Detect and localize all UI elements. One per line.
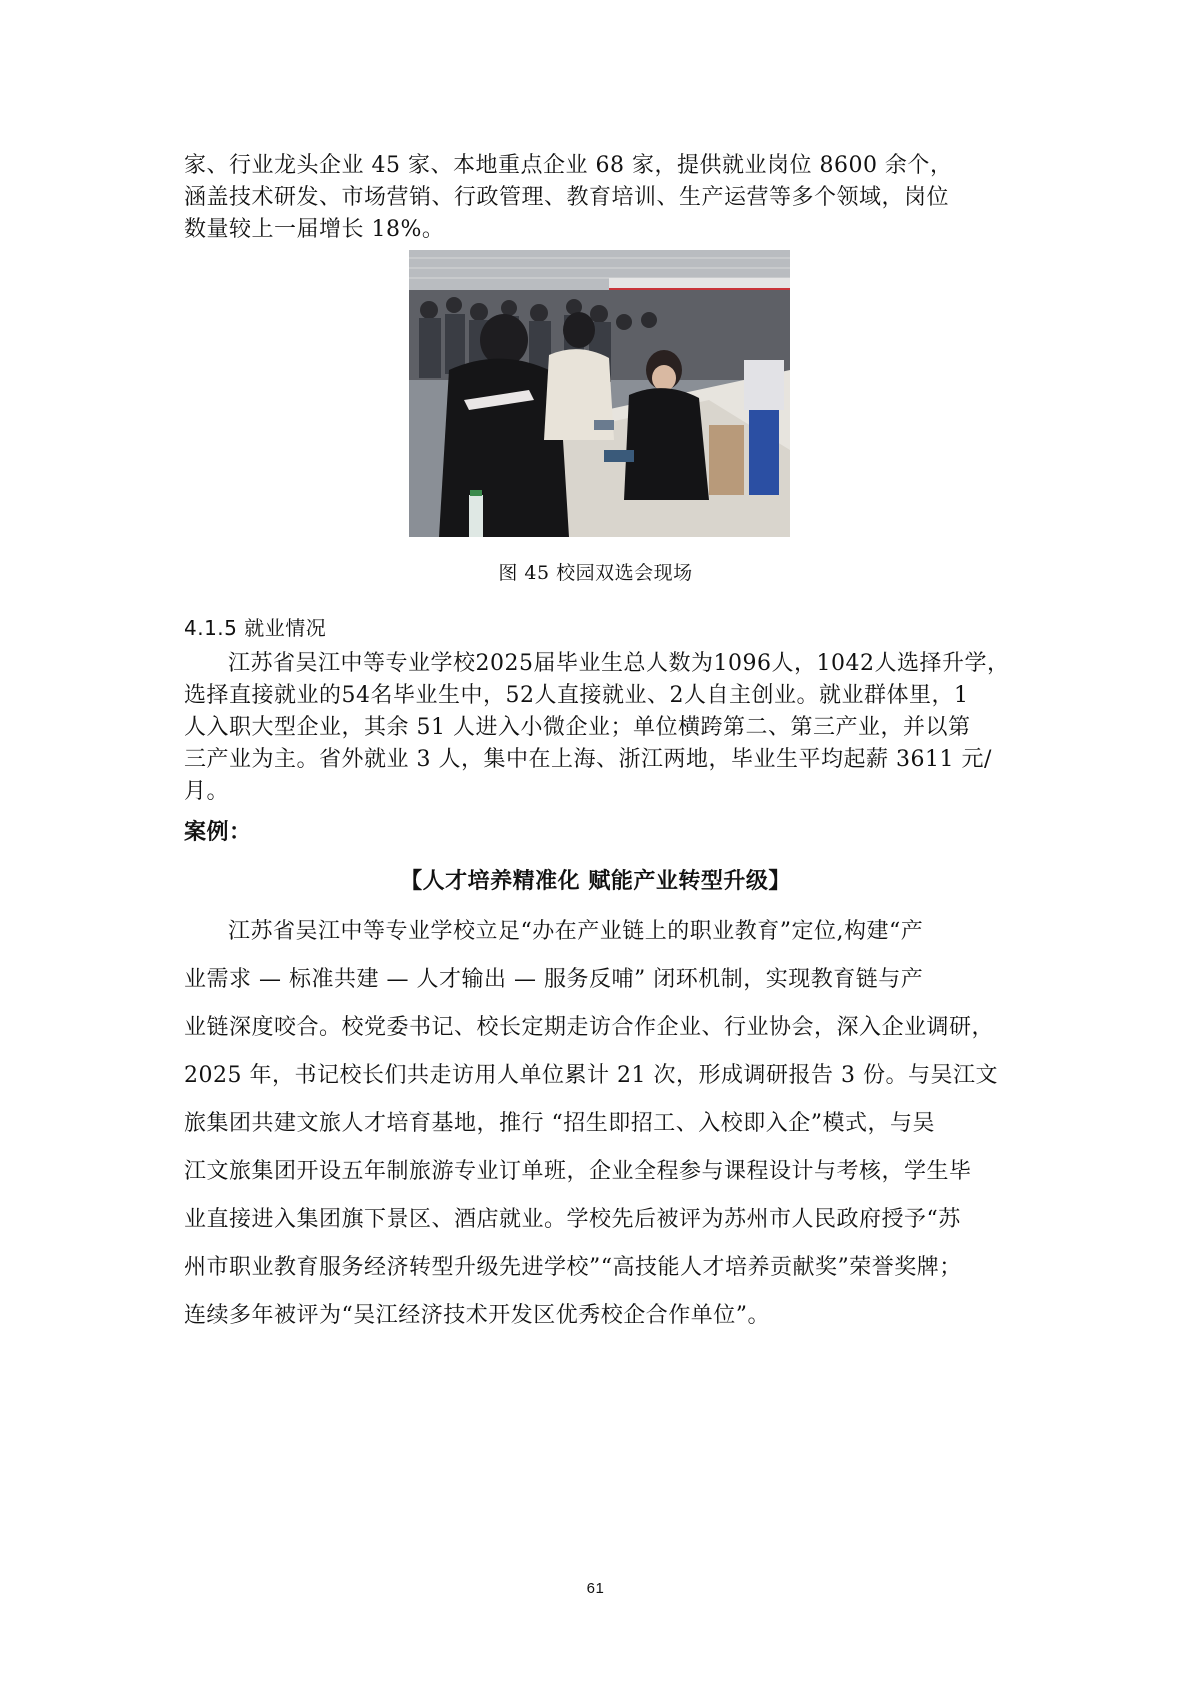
- top-paragraph-line-3: 数量较上一届增长 18%。: [184, 217, 445, 242]
- case-line-3: 业链深度咬合。校党委书记、校长定期走访合作企业、行业协会，深入企业调研，: [184, 1015, 995, 1040]
- page-number: 61: [586, 1580, 605, 1597]
- case-label: 案例：: [184, 820, 252, 845]
- case-line-5: 旅集团共建文旅人才培育基地，推行 “招生即招工、入校即入企”模式，与吴: [184, 1111, 935, 1136]
- section-line-5: 月。: [184, 779, 230, 804]
- section-line-2: 选择直接就业的54名毕业生中，52人直接就业、2人自主创业。就业群体里，1: [184, 683, 969, 708]
- case-line-6: 江文旅集团开设五年制旅游专业订单班，企业全程参与课程设计与考核，学生毕: [184, 1159, 972, 1184]
- case-line-9: 连续多年被评为“吴江经济技术开发区优秀校企合作单位”。: [184, 1303, 770, 1328]
- case-title: 【人才培养精准化 赋能产业转型升级】: [400, 868, 791, 894]
- section-line-1: 江苏省吴江中等专业学校2025届毕业生总人数为1096人，1042人选择升学，: [228, 651, 1010, 676]
- section-heading: 4.1.5 就业情况: [184, 616, 327, 640]
- case-line-1: 江苏省吴江中等专业学校立足“办在产业链上的职业教育”定位,构建“产: [228, 919, 924, 944]
- section-line-3: 人入职大型企业，其余 51 人进入小微企业；单位横跨第二、第三产业，并以第: [184, 715, 971, 740]
- case-line-7: 业直接进入集团旗下景区、酒店就业。学校先后被评为苏州市人民政府授予“苏: [184, 1207, 961, 1232]
- case-line-8: 州市职业教育服务经济转型升级先进学校”“高技能人才培养贡献奖”荣誉奖牌；: [184, 1255, 962, 1280]
- top-paragraph-line-1: 家、行业龙头企业 45 家、本地重点企业 68 家，提供就业岗位 8600 余个，: [184, 153, 953, 178]
- job-fair-photo: [409, 250, 790, 537]
- case-line-4: 2025 年，书记校长们共走访用人单位累计 21 次，形成调研报告 3 份。与吴江文: [184, 1063, 998, 1088]
- top-paragraph-line-2: 涵盖技术研发、市场营销、行政管理、教育培训、生产运营等多个领域，岗位: [184, 185, 950, 210]
- section-line-4: 三产业为主。省外就业 3 人，集中在上海、浙江两地，毕业生平均起薪 3611 元/: [184, 747, 992, 772]
- case-line-2: 业需求 — 标准共建 — 人才输出 — 服务反哺” 闭环机制，实现教育链与产: [184, 967, 924, 992]
- figure-caption: 图 45 校园双选会现场: [498, 562, 693, 584]
